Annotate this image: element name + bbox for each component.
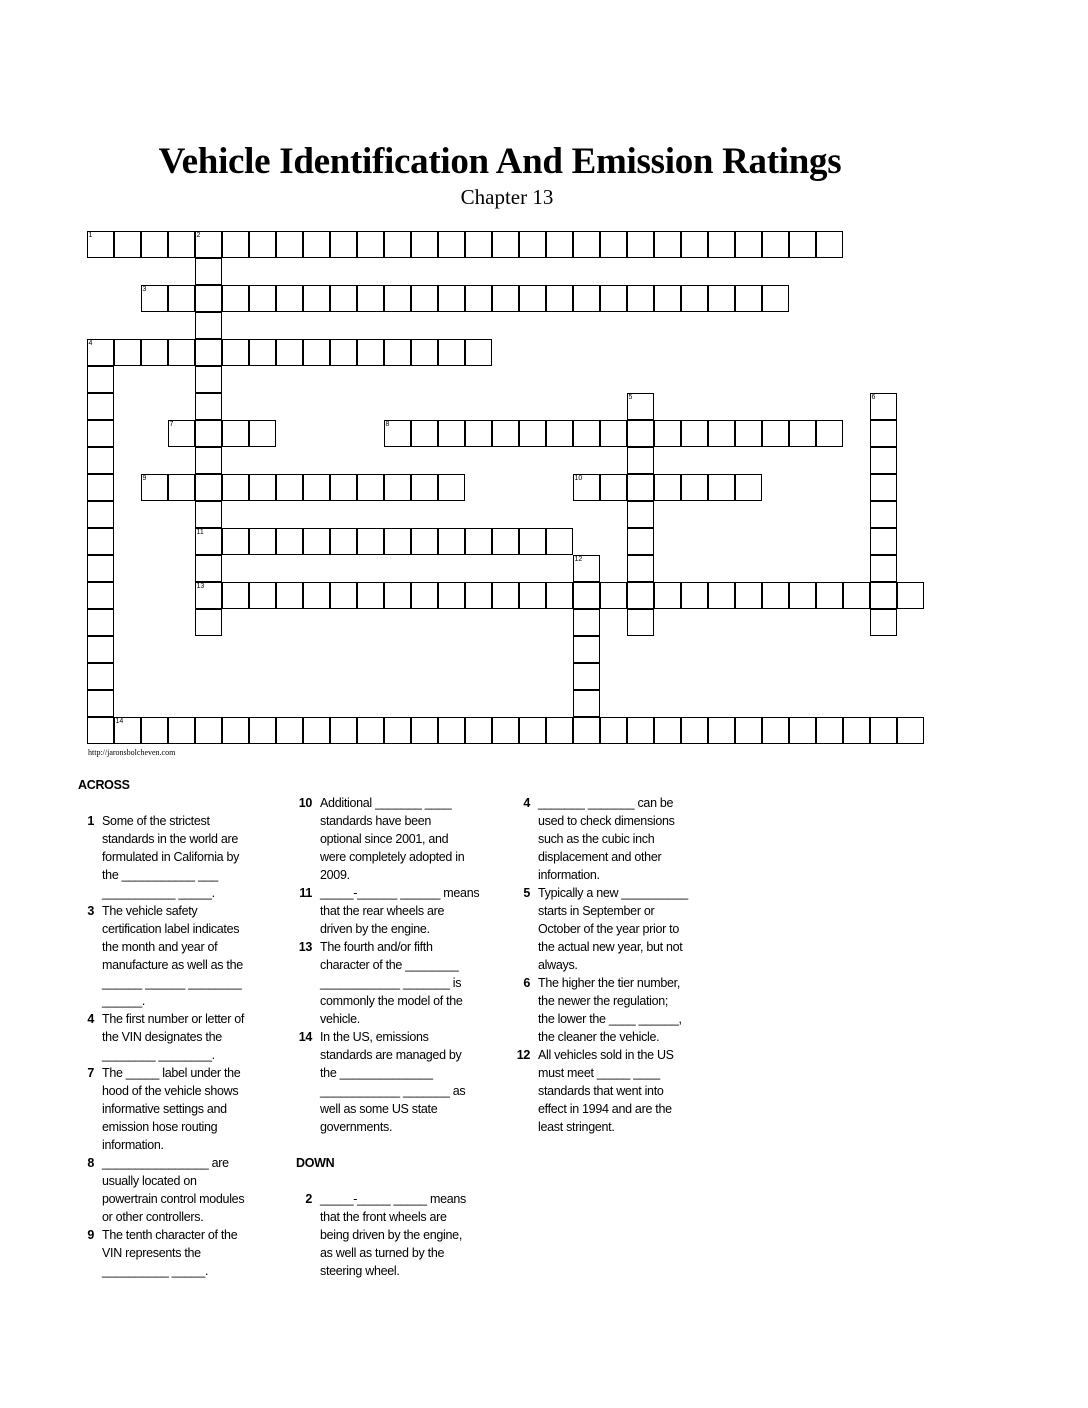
grid-cell[interactable] bbox=[384, 231, 411, 258]
grid-cell[interactable] bbox=[276, 285, 303, 312]
grid-cell[interactable] bbox=[303, 231, 330, 258]
grid-cell[interactable] bbox=[681, 582, 708, 609]
grid-cell[interactable] bbox=[249, 474, 276, 501]
grid-cell[interactable] bbox=[492, 420, 519, 447]
grid-cell[interactable] bbox=[762, 717, 789, 744]
grid-cell[interactable] bbox=[600, 420, 627, 447]
grid-cell[interactable] bbox=[465, 717, 492, 744]
grid-cell[interactable] bbox=[492, 582, 519, 609]
grid-cell[interactable] bbox=[87, 393, 114, 420]
clue-number: 5 bbox=[523, 886, 530, 900]
grid-cell[interactable] bbox=[870, 609, 897, 636]
grid-cell[interactable] bbox=[330, 285, 357, 312]
grid-cell[interactable] bbox=[141, 285, 168, 312]
clue-text: _______ _______ can be used to check dimensions such as the cubic inch displacement and other information. bbox=[538, 796, 675, 882]
clue-text: The vehicle safety certification label indicates the month and year of manufacture as well as the ______ ______ ________ ______. bbox=[102, 904, 243, 1008]
grid-cell[interactable] bbox=[573, 582, 600, 609]
grid-cell[interactable] bbox=[168, 285, 195, 312]
grid-cell[interactable] bbox=[870, 447, 897, 474]
grid-cell[interactable] bbox=[519, 717, 546, 744]
grid-cell[interactable] bbox=[627, 555, 654, 582]
grid-cell[interactable] bbox=[384, 285, 411, 312]
grid-cell[interactable] bbox=[87, 501, 114, 528]
cell-number: 8 bbox=[385, 420, 390, 428]
page-subtitle: Chapter 13 bbox=[460, 185, 554, 209]
grid-cell[interactable] bbox=[276, 231, 303, 258]
grid-cell[interactable] bbox=[654, 285, 681, 312]
clue-text: The first number or letter of the VIN designates the ________ ________. bbox=[102, 1012, 245, 1062]
clue-number: 7 bbox=[87, 1066, 94, 1080]
grid-cell[interactable] bbox=[870, 528, 897, 555]
grid-cell[interactable] bbox=[762, 231, 789, 258]
grid-cell[interactable] bbox=[87, 555, 114, 582]
grid-cell[interactable] bbox=[168, 474, 195, 501]
clue-across-3 bbox=[78, 902, 278, 1010]
grid-cell[interactable] bbox=[87, 339, 114, 366]
grid-cell[interactable] bbox=[897, 582, 924, 609]
grid-cell[interactable] bbox=[546, 582, 573, 609]
grid-cell[interactable] bbox=[384, 528, 411, 555]
cell-number: 2 bbox=[196, 231, 201, 239]
grid-cell[interactable] bbox=[465, 339, 492, 366]
clue-down-5 bbox=[514, 884, 724, 974]
grid-cell[interactable] bbox=[627, 501, 654, 528]
cell-number: 14 bbox=[115, 717, 124, 725]
grid-cell[interactable] bbox=[654, 231, 681, 258]
grid-cell[interactable] bbox=[816, 231, 843, 258]
grid-cell[interactable] bbox=[411, 285, 438, 312]
grid-cell[interactable] bbox=[708, 582, 735, 609]
grid-cell[interactable] bbox=[708, 231, 735, 258]
clue-down-12 bbox=[514, 1046, 724, 1136]
clue-number: 10 bbox=[298, 796, 312, 810]
grid-cell[interactable] bbox=[573, 636, 600, 663]
footer-url: http://jaronsbolcheven.com bbox=[88, 748, 176, 757]
grid-cell[interactable] bbox=[654, 420, 681, 447]
clue-across-1 bbox=[78, 812, 278, 902]
grid-cell[interactable] bbox=[195, 312, 222, 339]
grid-cell[interactable] bbox=[708, 285, 735, 312]
grid-cell[interactable] bbox=[222, 285, 249, 312]
clues-column-2 bbox=[296, 794, 506, 1280]
grid-cell[interactable] bbox=[681, 717, 708, 744]
grid-cell[interactable] bbox=[789, 420, 816, 447]
grid-cell[interactable] bbox=[168, 231, 195, 258]
grid-cell[interactable] bbox=[195, 393, 222, 420]
grid-cell[interactable] bbox=[681, 285, 708, 312]
grid-cell[interactable] bbox=[195, 339, 222, 366]
grid-cell[interactable] bbox=[303, 582, 330, 609]
grid-cell[interactable] bbox=[411, 231, 438, 258]
grid-cell[interactable] bbox=[222, 339, 249, 366]
clues-column-3 bbox=[514, 794, 724, 1136]
grid-cell[interactable] bbox=[276, 339, 303, 366]
clue-text: Typically a new __________ starts in September or October of the year prior to the actual new year, but not always. bbox=[538, 886, 688, 972]
grid-cell[interactable] bbox=[681, 474, 708, 501]
grid-cell[interactable] bbox=[681, 420, 708, 447]
cell-number: 6 bbox=[871, 393, 876, 401]
cell-number: 3 bbox=[142, 285, 147, 293]
clue-text: _____-_____ _____ means that the front wheels are being driven by the engine, as well as turned by the steering wheel. bbox=[320, 1192, 467, 1278]
grid-cell[interactable] bbox=[303, 285, 330, 312]
cell-number: 4 bbox=[88, 339, 93, 347]
grid-cell[interactable] bbox=[114, 717, 141, 744]
clue-number: 9 bbox=[87, 1228, 94, 1242]
grid-cell[interactable] bbox=[573, 663, 600, 690]
grid-cell[interactable] bbox=[249, 528, 276, 555]
clue-number: 4 bbox=[87, 1012, 94, 1026]
grid-cell[interactable] bbox=[573, 717, 600, 744]
grid-cell[interactable] bbox=[519, 420, 546, 447]
clue-number: 2 bbox=[305, 1192, 312, 1206]
grid-cell[interactable] bbox=[330, 474, 357, 501]
grid-cell[interactable] bbox=[384, 420, 411, 447]
grid-cell[interactable] bbox=[87, 609, 114, 636]
grid-cell[interactable] bbox=[870, 717, 897, 744]
clue-across-10 bbox=[296, 794, 506, 884]
grid-cell[interactable] bbox=[735, 717, 762, 744]
grid-cell[interactable] bbox=[546, 528, 573, 555]
grid-cell[interactable] bbox=[600, 231, 627, 258]
grid-cell[interactable] bbox=[330, 528, 357, 555]
grid-cell[interactable] bbox=[573, 285, 600, 312]
grid-cell[interactable] bbox=[357, 582, 384, 609]
clue-down-6 bbox=[514, 974, 724, 1046]
grid-cell[interactable] bbox=[573, 609, 600, 636]
grid-cell[interactable] bbox=[573, 420, 600, 447]
grid-cell[interactable] bbox=[222, 582, 249, 609]
clue-across-13 bbox=[296, 938, 506, 1028]
grid-cell[interactable] bbox=[195, 285, 222, 312]
grid-cell[interactable] bbox=[465, 420, 492, 447]
grid-cell[interactable] bbox=[843, 582, 870, 609]
grid-cell[interactable] bbox=[195, 555, 222, 582]
grid-cell[interactable] bbox=[87, 528, 114, 555]
cell-number: 11 bbox=[196, 528, 204, 536]
grid-cell[interactable] bbox=[627, 609, 654, 636]
grid-cell[interactable] bbox=[249, 285, 276, 312]
cell-number: 10 bbox=[574, 474, 583, 482]
grid-cell[interactable] bbox=[465, 528, 492, 555]
clue-text: Additional _______ ____ standards have been optional since 2001, and were completely adopted in 2009. bbox=[320, 796, 465, 882]
grid-cell[interactable] bbox=[222, 528, 249, 555]
clue-text: The fourth and/or fifth character of the ________ ____________ _______ is commonly the model of the vehicle. bbox=[320, 940, 463, 1026]
grid-cell[interactable] bbox=[249, 231, 276, 258]
cell-number: 1 bbox=[88, 231, 93, 239]
grid-cell[interactable] bbox=[762, 582, 789, 609]
cell-number: 13 bbox=[196, 582, 205, 590]
grid-cell[interactable] bbox=[168, 339, 195, 366]
grid-cell[interactable] bbox=[735, 231, 762, 258]
grid-cell[interactable] bbox=[411, 717, 438, 744]
page-title: Vehicle Identification And Emission Ratings bbox=[158, 141, 842, 182]
grid-cell[interactable] bbox=[762, 420, 789, 447]
grid-cell[interactable] bbox=[600, 474, 627, 501]
grid-cell[interactable] bbox=[573, 474, 600, 501]
grid-cell[interactable] bbox=[195, 528, 222, 555]
clue-text: _____-______ ______ means that the rear wheels are driven by the engine. bbox=[320, 886, 480, 936]
grid-cell[interactable] bbox=[735, 285, 762, 312]
grid-cell[interactable] bbox=[627, 231, 654, 258]
grid-cell[interactable] bbox=[789, 717, 816, 744]
grid-cell[interactable] bbox=[411, 582, 438, 609]
grid-cell[interactable] bbox=[789, 582, 816, 609]
clue-text: In the US, emissions standards are managed by the ______________ ____________ _______ as well as some US state governments. bbox=[320, 1030, 466, 1134]
grid-cell[interactable] bbox=[357, 285, 384, 312]
grid-cell[interactable] bbox=[627, 393, 654, 420]
grid-cell[interactable] bbox=[519, 285, 546, 312]
grid-cell[interactable] bbox=[654, 474, 681, 501]
grid-cell[interactable] bbox=[222, 474, 249, 501]
grid-cell[interactable] bbox=[114, 339, 141, 366]
grid-cell[interactable] bbox=[357, 474, 384, 501]
grid-cell[interactable] bbox=[195, 366, 222, 393]
grid-cell[interactable] bbox=[195, 420, 222, 447]
grid-cell[interactable] bbox=[357, 528, 384, 555]
grid-cell[interactable] bbox=[573, 231, 600, 258]
grid-cell[interactable] bbox=[222, 717, 249, 744]
grid-cell[interactable] bbox=[735, 582, 762, 609]
grid-cell[interactable] bbox=[627, 285, 654, 312]
grid-cell[interactable] bbox=[438, 231, 465, 258]
clue-across-7 bbox=[78, 1064, 278, 1154]
grid-cell[interactable] bbox=[330, 717, 357, 744]
grid-cell[interactable] bbox=[114, 231, 141, 258]
grid-cell[interactable] bbox=[141, 474, 168, 501]
grid-cell[interactable] bbox=[519, 231, 546, 258]
grid-cell[interactable] bbox=[438, 285, 465, 312]
grid-cell[interactable] bbox=[249, 420, 276, 447]
clue-across-14 bbox=[296, 1028, 506, 1136]
grid-cell[interactable] bbox=[627, 582, 654, 609]
clue-text: The higher the tier number, the newer the regulation; the lower the ____ ______, the cleaner the vehicle. bbox=[538, 976, 682, 1044]
grid-cell[interactable] bbox=[654, 582, 681, 609]
grid-cell[interactable] bbox=[627, 717, 654, 744]
grid-cell[interactable] bbox=[600, 285, 627, 312]
grid-cell[interactable] bbox=[600, 717, 627, 744]
grid-cell[interactable] bbox=[249, 339, 276, 366]
clue-number: 4 bbox=[523, 796, 530, 810]
clue-number: 11 bbox=[299, 886, 312, 900]
grid-cell[interactable] bbox=[816, 717, 843, 744]
grid-cell[interactable] bbox=[492, 231, 519, 258]
grid-cell[interactable] bbox=[438, 420, 465, 447]
grid-cell[interactable] bbox=[141, 339, 168, 366]
grid-cell[interactable] bbox=[195, 447, 222, 474]
clue-across-9 bbox=[78, 1226, 278, 1280]
grid-cell[interactable] bbox=[411, 339, 438, 366]
grid-cell[interactable] bbox=[870, 555, 897, 582]
grid-cell[interactable] bbox=[195, 258, 222, 285]
grid-cell[interactable] bbox=[735, 474, 762, 501]
grid-cell[interactable] bbox=[762, 285, 789, 312]
clue-number: 14 bbox=[298, 1030, 312, 1044]
grid-cell[interactable] bbox=[492, 285, 519, 312]
grid-cell[interactable] bbox=[465, 285, 492, 312]
grid-cell[interactable] bbox=[141, 231, 168, 258]
grid-cell[interactable] bbox=[222, 420, 249, 447]
grid-cell[interactable] bbox=[384, 474, 411, 501]
clue-down-4 bbox=[514, 794, 724, 884]
clue-number: 12 bbox=[516, 1048, 530, 1062]
grid-cell[interactable] bbox=[870, 582, 897, 609]
grid-cell[interactable] bbox=[87, 420, 114, 447]
grid-cell[interactable] bbox=[330, 231, 357, 258]
across-heading: ACROSS bbox=[78, 778, 130, 792]
grid-cell[interactable] bbox=[546, 231, 573, 258]
clues-column-1 bbox=[78, 776, 278, 1280]
grid-cell[interactable] bbox=[627, 447, 654, 474]
grid-cell[interactable] bbox=[519, 528, 546, 555]
clue-text: Some of the strictest standards in the world are formulated in California by the ___________ ___ ___________ _____. bbox=[102, 814, 240, 900]
grid-cell[interactable] bbox=[357, 717, 384, 744]
down-heading: DOWN bbox=[296, 1156, 335, 1170]
grid-cell[interactable] bbox=[384, 582, 411, 609]
clue-down-2 bbox=[296, 1190, 506, 1280]
grid-cell[interactable] bbox=[87, 366, 114, 393]
grid-cell[interactable] bbox=[627, 528, 654, 555]
grid-cell[interactable] bbox=[789, 231, 816, 258]
grid-cell[interactable] bbox=[276, 474, 303, 501]
grid-cell[interactable] bbox=[600, 582, 627, 609]
clue-number: 6 bbox=[523, 976, 530, 990]
grid-cell[interactable] bbox=[87, 690, 114, 717]
grid-cell[interactable] bbox=[627, 474, 654, 501]
grid-cell[interactable] bbox=[897, 717, 924, 744]
grid-cell[interactable] bbox=[87, 447, 114, 474]
grid-cell[interactable] bbox=[195, 474, 222, 501]
clue-number: 13 bbox=[298, 940, 312, 954]
clue-text: The _____ label under the hood of the vehicle shows informative settings and emission hose routing information. bbox=[102, 1066, 241, 1152]
grid-cell[interactable] bbox=[195, 717, 222, 744]
grid-cell[interactable] bbox=[735, 420, 762, 447]
grid-cell[interactable] bbox=[573, 555, 600, 582]
clue-text: The tenth character of the VIN represents the __________ _____. bbox=[102, 1228, 238, 1278]
clue-across-8 bbox=[78, 1154, 278, 1226]
grid-cell[interactable] bbox=[330, 339, 357, 366]
grid-cell[interactable] bbox=[681, 231, 708, 258]
grid-cell[interactable] bbox=[411, 528, 438, 555]
grid-cell[interactable] bbox=[168, 420, 195, 447]
grid-cell[interactable] bbox=[816, 420, 843, 447]
grid-cell[interactable] bbox=[87, 636, 114, 663]
grid-cell[interactable] bbox=[87, 582, 114, 609]
grid-cell[interactable] bbox=[627, 420, 654, 447]
grid-cell[interactable] bbox=[249, 717, 276, 744]
grid-cell[interactable] bbox=[492, 528, 519, 555]
cell-number: 9 bbox=[142, 474, 147, 482]
grid-cell[interactable] bbox=[438, 474, 465, 501]
grid-cell[interactable] bbox=[222, 231, 249, 258]
grid-cell[interactable] bbox=[465, 582, 492, 609]
grid-cell[interactable] bbox=[411, 420, 438, 447]
grid-cell[interactable] bbox=[573, 690, 600, 717]
grid-cell[interactable] bbox=[870, 501, 897, 528]
grid-cell[interactable] bbox=[195, 501, 222, 528]
grid-cell[interactable] bbox=[438, 528, 465, 555]
grid-cell[interactable] bbox=[357, 231, 384, 258]
grid-cell[interactable] bbox=[546, 420, 573, 447]
grid-cell[interactable] bbox=[168, 717, 195, 744]
grid-cell[interactable] bbox=[384, 339, 411, 366]
grid-cell[interactable] bbox=[816, 582, 843, 609]
grid-cell[interactable] bbox=[546, 717, 573, 744]
grid-cell[interactable] bbox=[87, 663, 114, 690]
grid-cell[interactable] bbox=[303, 474, 330, 501]
grid-cell[interactable] bbox=[708, 717, 735, 744]
grid-cell[interactable] bbox=[411, 474, 438, 501]
clue-number: 8 bbox=[87, 1156, 94, 1170]
grid-cell[interactable] bbox=[870, 474, 897, 501]
grid-cell[interactable] bbox=[546, 285, 573, 312]
clue-across-4 bbox=[78, 1010, 278, 1064]
grid-cell[interactable] bbox=[870, 393, 897, 420]
grid-cell[interactable] bbox=[87, 474, 114, 501]
grid-cell[interactable] bbox=[438, 339, 465, 366]
grid-cell[interactable] bbox=[276, 582, 303, 609]
grid-cell[interactable] bbox=[357, 339, 384, 366]
clue-number: 1 bbox=[87, 814, 94, 828]
clue-across-11 bbox=[296, 884, 506, 938]
grid-cell[interactable] bbox=[249, 582, 276, 609]
grid-cell[interactable] bbox=[276, 528, 303, 555]
grid-cell[interactable] bbox=[330, 582, 357, 609]
grid-cell[interactable] bbox=[87, 231, 114, 258]
clue-text: All vehicles sold in the US must meet _____ ____ standards that went into effect in 1994 and are the least stringent. bbox=[538, 1048, 674, 1134]
grid-cell[interactable] bbox=[708, 474, 735, 501]
grid-cell[interactable] bbox=[87, 717, 114, 744]
grid-cell[interactable] bbox=[708, 420, 735, 447]
clue-number: 3 bbox=[87, 904, 94, 918]
grid-cell[interactable] bbox=[195, 609, 222, 636]
cell-number: 7 bbox=[169, 420, 174, 428]
grid-cell[interactable] bbox=[519, 582, 546, 609]
grid-cell[interactable] bbox=[384, 717, 411, 744]
grid-cell[interactable] bbox=[276, 717, 303, 744]
grid-cell[interactable] bbox=[141, 717, 168, 744]
grid-cell[interactable] bbox=[195, 582, 222, 609]
grid-cell[interactable] bbox=[492, 717, 519, 744]
grid-cell[interactable] bbox=[654, 717, 681, 744]
grid-cell[interactable] bbox=[303, 339, 330, 366]
clue-text: ________________ are usually located on powertrain control modules or other controllers. bbox=[102, 1156, 245, 1224]
grid-cell[interactable] bbox=[303, 717, 330, 744]
cell-number: 12 bbox=[574, 555, 583, 563]
grid-cell[interactable] bbox=[438, 582, 465, 609]
grid-cell[interactable] bbox=[465, 231, 492, 258]
grid-cell[interactable] bbox=[843, 717, 870, 744]
grid-cell[interactable] bbox=[303, 528, 330, 555]
grid-cell[interactable] bbox=[870, 420, 897, 447]
grid-cell[interactable] bbox=[195, 231, 222, 258]
grid-cell[interactable] bbox=[438, 717, 465, 744]
cell-number: 5 bbox=[628, 393, 633, 401]
